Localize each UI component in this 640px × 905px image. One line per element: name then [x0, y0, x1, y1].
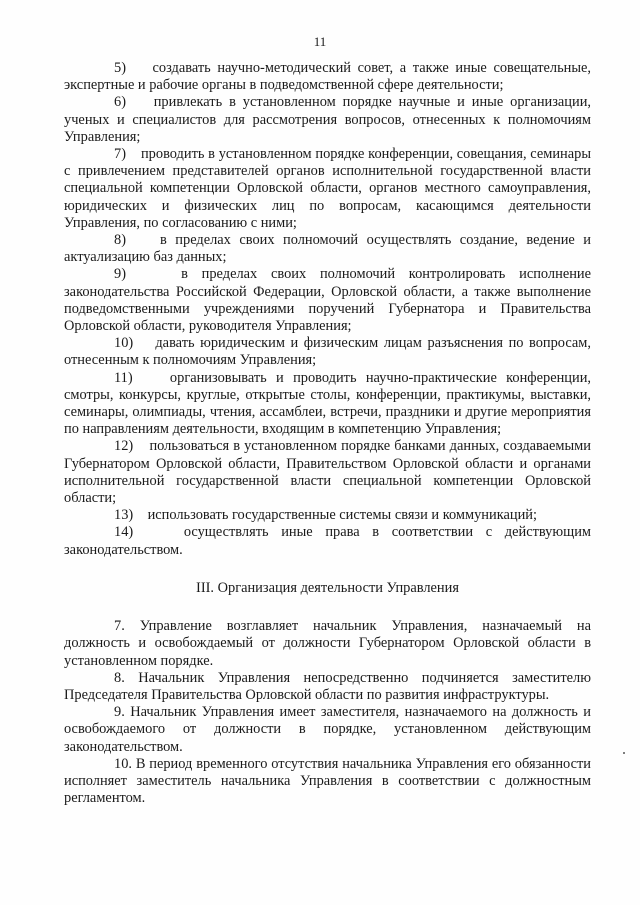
list-item: 9) в пределах своих полномочий контролировать исполнение законодательства Российской Федерации, Орловской области, а также выполнение подведомственными учреждениями поручений Губернатора и Правительства Орловской области, руководителя Управления; [64, 266, 591, 335]
list-item: 6) привлекать в установленном порядке научные и иные организации, ученых и специалистов для рассмотрения вопросов, отнесенных к полномочиям Управления; [64, 94, 592, 145]
list-item: 8) в пределах своих полномочий осуществлять создание, ведение и актуализацию баз данных; [64, 232, 592, 266]
numbered-paragraph: 8. Начальник Управления непосредственно подчиняется заместителю Председателя Правительства Орловской области по развития инфраструктуры. [64, 669, 591, 703]
section-paragraphs [64, 618, 591, 807]
numbered-paragraph: 9. Начальник Управления имеет заместителя, назначаемого на должность и освобождаемого от должности в порядке, установленном действующим законодательством. [64, 704, 591, 755]
list-item: 13) использовать государственные системы связи и коммуникаций; [114, 507, 537, 524]
list-item: 11) организовывать и проводить научно-практические конференции, смотры, конкурсы, круглые, открытые столы, конференции, практикумы, выставки, семинары, олимпиады, чтения, ассамблеи, встречи, праздники и другие мероприятия по направлениям деятельности, входящим в компетенцию Управления; [64, 369, 591, 438]
rights-list [64, 60, 591, 559]
list-item: 12) пользоваться в установленном порядке банками данных, создаваемыми Губернатором Орловской области, Правительством Орловской области и органами исполнительной государственной власти специальной компетенции Орловской области; [64, 438, 591, 507]
numbered-paragraph: 10. В период временного отсутствия начальника Управления его обязанности исполняет заместитель начальника Управления в соответствии с должностным регламентом. [64, 755, 591, 807]
list-item: 14) осуществлять иные права в соответствии с действующим законодательством. [64, 524, 592, 558]
scan-speck [623, 752, 625, 754]
list-item: 5) создавать научно-методический совет, а также иные совещательные, экспертные и рабочие органы в подведомственной сфере деятельности; [64, 60, 592, 94]
numbered-paragraph: 7. Управление возглавляет начальник Управления, назначаемый на должность и освобождаемый от должности Губернатором Орловской области в установленном порядке. [64, 618, 591, 669]
document-body [64, 60, 591, 807]
list-item: 7) проводить в установленном порядке конференции, совещания, семинары с привлечением представителей органов исполнительной государственной власти специальной компетенции Орловской области, органов местного самоуправления, юридических и физических лиц по вопросам, касающимся деятельности Управления, по согласованию с ними; [64, 146, 592, 231]
page-number: 11 [313, 34, 327, 49]
section-heading: III. Организация деятельности Управления [196, 579, 459, 596]
list-item: 10) давать юридическим и физическим лицам разъяснения по вопросам, отнесенным к полномочиям Управления; [64, 335, 591, 369]
